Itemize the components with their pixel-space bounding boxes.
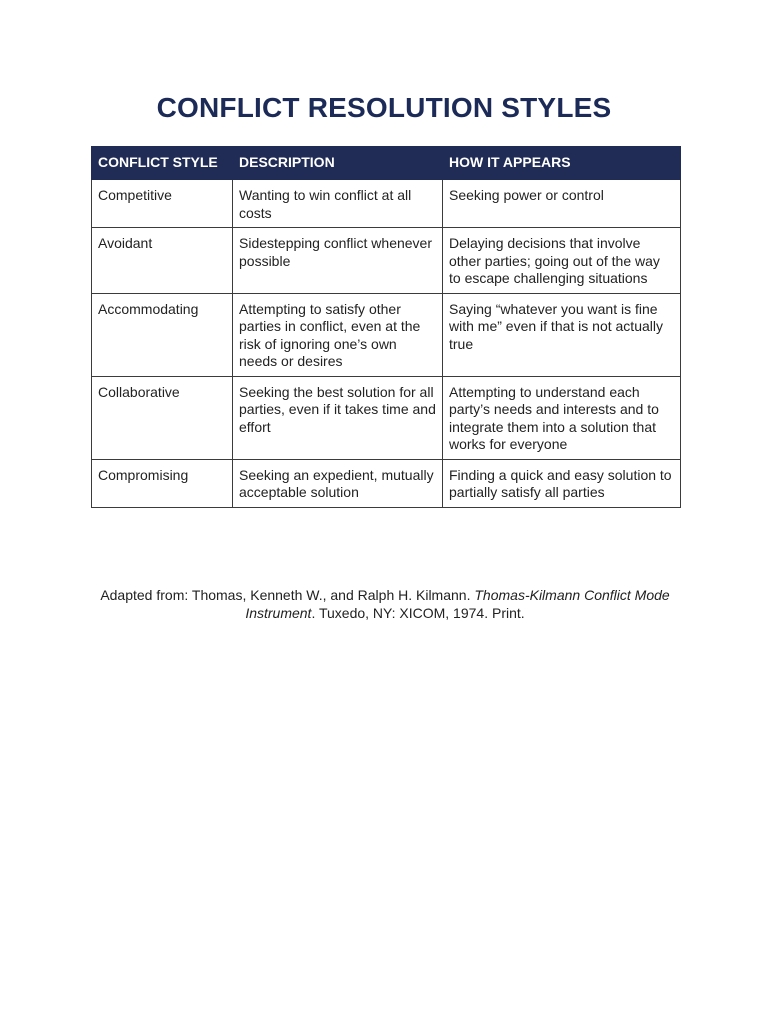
cell-style: Competitive	[92, 180, 233, 228]
cell-style: Accommodating	[92, 293, 233, 376]
citation-suffix: . Tuxedo, NY: XICOM, 1974. Print.	[311, 605, 525, 621]
cell-appears: Saying “whatever you want is fine with me” even if that is not actually true	[443, 293, 681, 376]
cell-appears: Seeking power or control	[443, 180, 681, 228]
cell-style: Compromising	[92, 459, 233, 507]
cell-style: Avoidant	[92, 228, 233, 294]
citation-prefix: Adapted from: Thomas, Kenneth W., and Ralph H. Kilmann.	[100, 587, 475, 603]
cell-description: Attempting to satisfy other parties in conflict, even at the risk of ignoring one’s own needs or desires	[233, 293, 443, 376]
table-header-row	[92, 147, 681, 180]
cell-appears: Delaying decisions that involve other parties; going out of the way to escape challenging situations	[443, 228, 681, 294]
cell-description: Seeking an expedient, mutually acceptable solution	[233, 459, 443, 507]
citation-italic-title: Thomas-Kilmann Conflict Mode Instrument	[245, 587, 670, 621]
cell-description: Wanting to win conflict at all costs	[233, 180, 443, 228]
cell-description: Seeking the best solution for all parties, even if it takes time and effort	[233, 376, 443, 459]
column-header-how-it-appears: HOW IT APPEARS	[443, 147, 681, 180]
table-row	[92, 180, 681, 228]
table-row	[92, 376, 681, 459]
cell-style: Collaborative	[92, 376, 233, 459]
conflict-styles-table	[91, 146, 681, 508]
table-row	[92, 459, 681, 507]
cell-appears: Finding a quick and easy solution to partially satisfy all parties	[443, 459, 681, 507]
page-title: CONFLICT RESOLUTION STYLES	[156, 92, 612, 123]
column-header-conflict-style: CONFLICT STYLE	[92, 147, 233, 180]
table-row	[92, 293, 681, 376]
column-header-description: DESCRIPTION	[233, 147, 443, 180]
cell-appears: Attempting to understand each party’s needs and interests and to integrate them into a solution that works for everyone	[443, 376, 681, 459]
cell-description: Sidestepping conflict whenever possible	[233, 228, 443, 294]
table-row	[92, 228, 681, 294]
citation	[90, 586, 680, 622]
